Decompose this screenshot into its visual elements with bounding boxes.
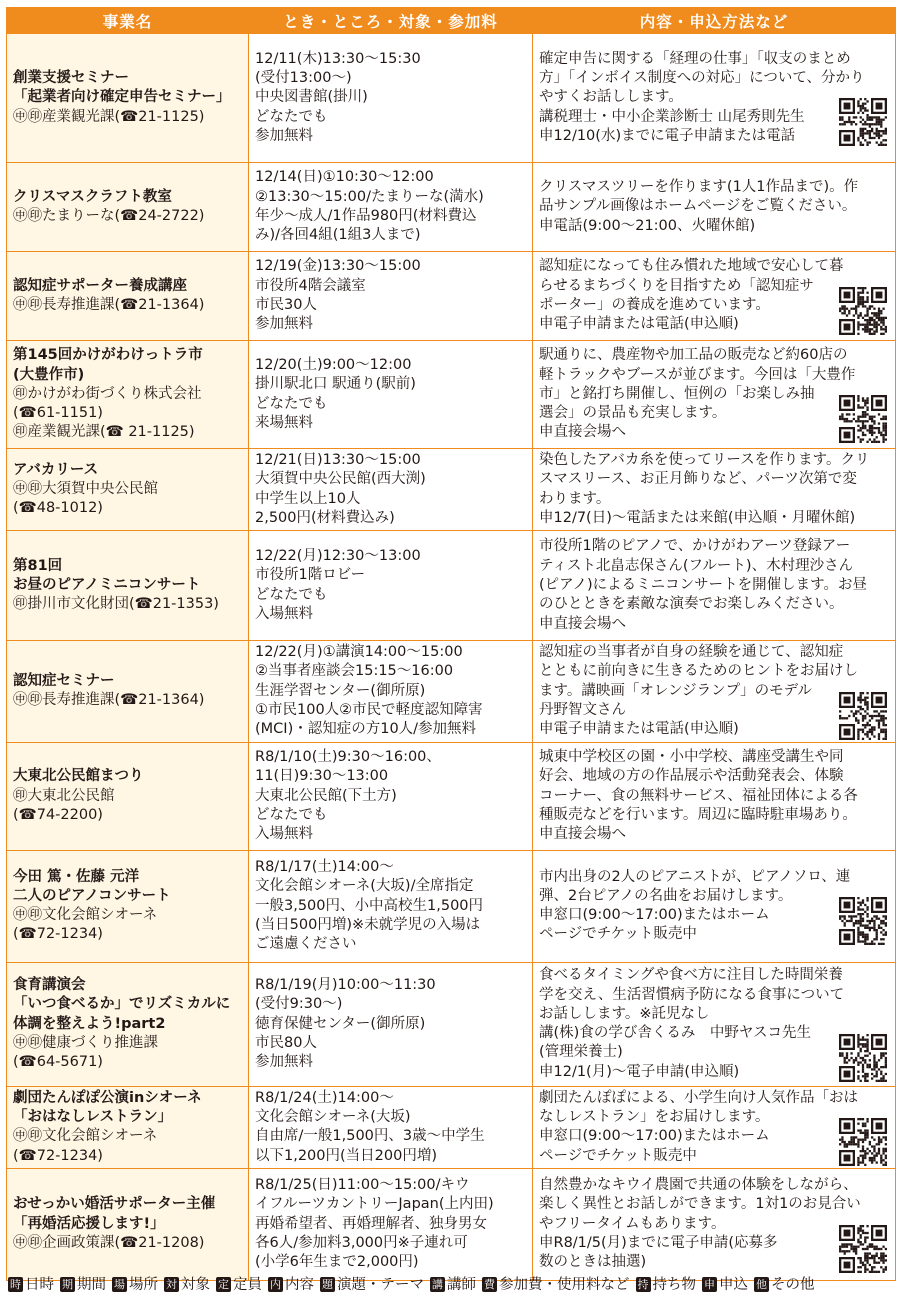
- legend-label: 期間: [77, 1277, 106, 1293]
- organizer-contact: ㊞産業観光課(☎ 21-1125): [13, 424, 195, 441]
- content-line: 認知症の当事者が自身の経験を通じて、認知症: [539, 644, 844, 661]
- when-where-cell: [249, 742, 533, 850]
- table-row: [7, 531, 896, 641]
- organizer-contact: (☎64-5671): [13, 1054, 103, 1071]
- legend-badge-icon: 申: [704, 1278, 715, 1291]
- organizer-contact: (☎72-1234): [13, 1147, 103, 1164]
- qr-code-icon[interactable]: [839, 1225, 887, 1273]
- legend-label: その他: [771, 1277, 815, 1293]
- content-line: 方」「インボイス制度への対応」について、分かり: [539, 70, 865, 87]
- when-where-line: 11(日)9:30～13:00: [255, 768, 389, 785]
- content-line: 申12/10(水)までに電子申請または電話: [539, 127, 796, 144]
- header-when-where: とき・ところ・対象・参加料: [249, 8, 533, 34]
- content-line: コーナー、食の無料サービス、福祉団体による各: [539, 787, 858, 804]
- legend-label: 持ち物: [652, 1277, 696, 1293]
- event-title: アバカリース: [13, 461, 99, 478]
- content-line: らせるまちづくりを目指すため「認知症サ: [539, 277, 814, 294]
- event-title: 認知症サポーター養成講座: [13, 277, 187, 294]
- organizer-contact: ㊞掛川市文化財団(☎21-1353): [13, 596, 219, 613]
- organizer-contact: ㊥㊞健康づくり推進課: [13, 1034, 158, 1051]
- content-line: 確定申告に関する「経理の仕事」「収支のまとめ: [539, 50, 851, 67]
- content-line: 城東中学校区の園・小中学校、講座受講生や同: [539, 748, 844, 765]
- qr-code-icon[interactable]: [839, 897, 887, 945]
- when-where-line: 文化会館シオーネ(大坂)/全席指定: [255, 878, 474, 895]
- content-line: わります。: [539, 490, 611, 507]
- when-where-line: 入場無料: [255, 605, 313, 622]
- event-title: 創業支援セミナー: [13, 70, 129, 87]
- legend: [8, 1273, 821, 1294]
- event-name-cell: [7, 163, 249, 252]
- when-where-cell: [249, 531, 533, 641]
- qr-code-icon[interactable]: [839, 395, 887, 443]
- legend-item: [702, 1277, 748, 1293]
- when-where-line: 12/22(月)12:30～13:00: [255, 548, 421, 565]
- when-where-line: 市役所4階会議室: [255, 277, 366, 294]
- organizer-contact: ㊥㊞文化会館シオーネ: [13, 907, 158, 924]
- when-where-line: R8/1/17(土)14:00～: [255, 858, 394, 875]
- legend-item: [216, 1277, 262, 1293]
- event-title: おせっかい婚活サポーター主催: [13, 1196, 216, 1213]
- content-cell: [533, 1086, 896, 1168]
- legend-label: 場所: [129, 1277, 158, 1293]
- legend-badge-icon: 持: [637, 1278, 649, 1291]
- content-line: 軽トラックやブースが並びます。今回は「大豊作: [539, 366, 856, 383]
- when-where-line: どなたでも: [255, 395, 328, 412]
- event-title: 認知症セミナー: [13, 673, 115, 690]
- content-line: ます。講映画「オレンジランプ」のモデル: [539, 682, 812, 699]
- when-where-line: イフルーツカントリーJapan(上内田): [255, 1196, 494, 1213]
- when-where-line: 来場無料: [255, 414, 313, 431]
- when-where-line: 参加無料: [255, 1054, 313, 1071]
- legend-label: 定員: [233, 1277, 262, 1293]
- when-where-line: 市民30人: [255, 297, 317, 313]
- event-name-cell: [7, 34, 249, 163]
- table-header-row: [7, 8, 896, 34]
- content-line: 市内出身の2人のピアニストが、ピアノソロ、連: [539, 868, 851, 885]
- when-where-line: 掛川駅北口 駅通り(駅前): [255, 376, 416, 393]
- content-cell: [533, 641, 896, 742]
- when-where-line: 大東北公民館(下土方): [255, 787, 397, 804]
- event-name-cell: [7, 341, 249, 449]
- content-line: 申直接会場へ: [539, 424, 626, 441]
- legend-badge-icon: 時: [10, 1278, 21, 1291]
- content-line: 丹野智文さん: [539, 702, 626, 719]
- legend-item: [430, 1277, 476, 1293]
- when-where-line: (当日500円増)※未就学児の入場は: [255, 916, 481, 933]
- event-name-cell: [7, 742, 249, 850]
- content-line: (ピアノ)によるミニコンサートを開催します。お昼: [539, 577, 867, 594]
- when-where-line: どなたでも: [255, 586, 328, 603]
- event-name-cell: [7, 1168, 249, 1280]
- when-where-line: 参加無料: [255, 316, 313, 333]
- event-name-cell: [7, 1086, 249, 1168]
- when-where-line: み)/各回4組(1組3人まで): [255, 227, 421, 244]
- when-where-line: 生涯学習センター(御所原): [255, 682, 426, 699]
- when-where-cell: [249, 962, 533, 1086]
- content-line: 市役所1階のピアノで、かけがわアーツ登録アー: [539, 538, 851, 555]
- table-row: [7, 252, 896, 341]
- event-title: 食育講演会: [13, 976, 86, 993]
- when-where-line: 12/11(木)13:30～15:30: [255, 50, 421, 67]
- content-line: 数のときは抽選): [539, 1254, 647, 1271]
- organizer-contact: ㊥㊞産業観光課(☎21-1125): [13, 108, 205, 125]
- content-cell: [533, 742, 896, 850]
- when-where-line: ②13:30～15:00/たまりーな(満水): [255, 188, 484, 205]
- event-title: 「起業者向け確定申告セミナー」: [13, 89, 231, 106]
- legend-item: [754, 1277, 815, 1293]
- event-title: 劇団たんぽぽ公演inシオーネ: [13, 1089, 202, 1106]
- legend-label: 申込: [719, 1277, 748, 1293]
- event-title: クリスマスクラフト教室: [13, 188, 172, 205]
- content-line: ティスト北畠志保さん(フルート)、木村理沙さん: [539, 557, 854, 574]
- content-cell: [533, 252, 896, 341]
- organizer-contact: ㊞かけがわ街づくり株式会社: [13, 385, 202, 402]
- content-line: 駅通りに、農産物や加工品の販売など約60店の: [539, 347, 848, 364]
- content-line: 申窓口(9:00～17:00)またはホーム: [539, 907, 770, 924]
- content-cell: [533, 34, 896, 163]
- content-line: 市」と銘打ち開催し、恒例の「お楽しみ抽: [539, 385, 815, 402]
- when-where-line: 12/19(金)13:30～15:00: [255, 258, 421, 275]
- content-line: とともに前向きに生きるためのヒントをお届けし: [539, 663, 858, 680]
- table-row: [7, 163, 896, 252]
- when-where-line: 12/14(日)①10:30～12:00: [255, 169, 434, 186]
- content-cell: [533, 341, 896, 449]
- content-line: 染色したアバカ糸を使ってリースを作ります。クリ: [539, 452, 870, 468]
- table-row: [7, 341, 896, 449]
- table-row: [7, 641, 896, 742]
- when-where-line: 参加無料: [255, 127, 313, 144]
- when-where-line: R8/1/19(月)10:00～11:30: [255, 976, 436, 993]
- legend-label: 演題・テーマ: [337, 1277, 424, 1293]
- qr-code-icon[interactable]: [839, 692, 887, 740]
- content-line: 学を交え、生活習慣病予防になる食事について: [539, 986, 845, 1003]
- qr-code-icon[interactable]: [839, 287, 887, 335]
- when-where-line: 中学生以上10人: [255, 490, 361, 507]
- event-title: 第145回かけがわけっトラ市: [13, 347, 203, 364]
- when-where-line: ①市民100人②市民で軽度認知障害: [255, 702, 483, 719]
- content-cell: [533, 1168, 896, 1280]
- when-where-line: 市民80人: [255, 1034, 317, 1051]
- legend-label: 内容: [285, 1277, 314, 1293]
- when-where-line: 年少～成人/1作品980円(材料費込: [255, 208, 477, 224]
- content-line: ページでチケット販売中: [539, 1147, 697, 1164]
- legend-badge-icon: 費: [484, 1278, 495, 1291]
- content-line: スマスリース、お正月飾りなど、パーツ次第で変: [539, 471, 857, 488]
- when-where-line: R8/1/24(土)14:00～: [255, 1089, 394, 1106]
- when-where-line: 再婚希望者、再婚理解者、独身男女: [255, 1215, 487, 1232]
- legend-item: [8, 1277, 54, 1293]
- content-line: 品サンプル画像はホームページをご覧ください。: [539, 198, 857, 215]
- content-line: 講税理士・中小企業診断士 山尾秀則先生: [539, 108, 805, 125]
- event-title: 「おはなしレストラン」: [13, 1108, 173, 1125]
- organizer-contact: ㊥㊞大須賀中央公民館: [13, 480, 158, 497]
- content-cell: [533, 449, 896, 531]
- legend-badge-icon: 題: [322, 1278, 333, 1291]
- when-where-cell: [249, 341, 533, 449]
- content-line: ポーター」の養成を進めています。: [539, 297, 770, 313]
- table-row: [7, 742, 896, 850]
- content-line: 申R8/1/5(月)までに電子申請(応募多: [539, 1235, 778, 1251]
- table-row: [7, 1086, 896, 1168]
- when-where-line: 以下1,200円(当日200円増): [255, 1147, 437, 1164]
- event-title: 「いつ食べるか」でリズミカルに: [13, 996, 231, 1013]
- when-where-line: (MCI)・認知症の方10人/参加無料: [255, 721, 477, 738]
- qr-code-icon[interactable]: [839, 1034, 887, 1082]
- content-line: 申電子申請または電話(申込順): [539, 316, 739, 333]
- legend-label: 講師: [447, 1277, 476, 1293]
- content-line: 種販売などを行います。周辺に臨時駐車場あり。: [539, 806, 857, 823]
- content-line: 申電子申請または電話(申込順): [539, 721, 739, 738]
- when-where-cell: [249, 34, 533, 163]
- content-line: 講(株)食の学び舎くるみ 中野ヤスコ先生: [539, 1025, 812, 1042]
- when-where-line: どなたでも: [255, 806, 328, 823]
- content-line: 申窓口(9:00～17:00)またはホーム: [539, 1128, 770, 1145]
- header-event-name: 事業名: [7, 8, 249, 34]
- legend-item: [636, 1277, 697, 1293]
- when-where-line: 2,500円(材料費込み): [255, 509, 395, 526]
- content-line: 楽しく異性とお話しができます。1対1のお見合い: [539, 1196, 861, 1213]
- legend-badge-icon: 定: [218, 1278, 229, 1291]
- when-where-cell: [249, 641, 533, 742]
- when-where-line: 自由席/一般1,500円、3歳～中学生: [255, 1128, 485, 1145]
- event-name-cell: [7, 252, 249, 341]
- event-name-cell: [7, 531, 249, 641]
- table-row: [7, 1168, 896, 1280]
- legend-label: 対象: [181, 1277, 210, 1293]
- when-where-line: ②当事者座談会15:15～16:00: [255, 663, 454, 680]
- organizer-contact: ㊞大東北公民館: [13, 787, 115, 804]
- event-name-cell: [7, 962, 249, 1086]
- when-where-cell: [249, 252, 533, 341]
- organizer-contact: (☎74-2200): [13, 806, 103, 823]
- when-where-line: R8/1/25(日)11:00～15:00/キウ: [255, 1177, 470, 1194]
- content-line: 弾、2台ピアノの名曲をお届けします。: [539, 887, 793, 904]
- event-name-cell: [7, 449, 249, 531]
- event-title: 「再婚活応援します!」: [13, 1215, 165, 1232]
- legend-label: 参加費・使用料など: [499, 1277, 630, 1293]
- content-cell: [533, 850, 896, 962]
- content-line: お話しします。※託児なし: [539, 1005, 710, 1022]
- table-body: [7, 34, 896, 1281]
- organizer-contact: ㊥㊞文化会館シオーネ: [13, 1128, 158, 1145]
- when-where-line: 12/21(日)13:30～15:00: [255, 452, 421, 468]
- when-where-cell: [249, 850, 533, 962]
- legend-item: [164, 1277, 210, 1293]
- content-line: 劇団たんぽぽによる、小学生向け人気作品「おは: [539, 1089, 858, 1106]
- content-line: (管理栄養士): [539, 1044, 623, 1061]
- when-where-line: 12/22(月)①講演14:00～15:00: [255, 644, 463, 661]
- header-content: 内容・申込方法など: [533, 8, 896, 34]
- event-table: [6, 7, 896, 1281]
- content-line: ページでチケット販売中: [539, 926, 697, 943]
- when-where-cell: [249, 449, 533, 531]
- legend-item: [482, 1277, 630, 1293]
- qr-code-icon[interactable]: [839, 1118, 887, 1166]
- content-line: のひとときを素敵な演奏でお楽しみください。: [539, 596, 844, 613]
- legend-badge-icon: 内: [270, 1278, 281, 1291]
- content-line: 食べるタイミングや食べ方に注目した時間栄養: [539, 967, 843, 984]
- content-line: 好会、地域の方の作品展示や活動発表会、体験: [539, 768, 844, 785]
- when-where-line: 入場無料: [255, 826, 313, 843]
- event-title: 二人のピアノコンサート: [13, 887, 171, 904]
- content-line: やフリータイムもあります。: [539, 1215, 726, 1232]
- organizer-contact: ㊥㊞長寿推進課(☎21-1364): [13, 297, 205, 313]
- legend-badge-icon: 講: [432, 1278, 443, 1291]
- content-line: 申12/7(日)～電話または来館(申込順・月曜休館): [539, 509, 856, 526]
- organizer-contact: ㊥㊞長寿推進課(☎21-1364): [13, 692, 205, 709]
- table-row: [7, 449, 896, 531]
- legend-item: [320, 1277, 424, 1293]
- event-title: 第81回: [13, 557, 63, 574]
- when-where-line: 一般3,500円、小中高校生1,500円: [255, 897, 484, 914]
- legend-label: 日時: [25, 1277, 54, 1293]
- when-where-line: ご遠慮ください: [255, 936, 357, 953]
- when-where-line: 大須賀中央公民館(西大渕): [255, 471, 426, 488]
- when-where-line: 徳育保健センター(御所原): [255, 1015, 426, 1032]
- when-where-line: 文化会館シオーネ(大坂): [255, 1108, 411, 1125]
- organizer-contact: ㊥㊞企画政策課(☎21-1208): [13, 1235, 205, 1251]
- legend-badge-icon: 他: [756, 1278, 767, 1291]
- content-line: 申12/1(月)～電子申請(申込順): [539, 1063, 740, 1080]
- event-title: 大東北公民館まつり: [13, 768, 144, 785]
- content-cell: [533, 531, 896, 641]
- when-where-line: (受付13:00～): [255, 70, 352, 87]
- content-line: 申電話(9:00～21:00、火曜休館): [539, 217, 756, 234]
- when-where-line: 市役所1階ロビー: [255, 567, 366, 584]
- organizer-contact: (☎72-1234): [13, 926, 103, 943]
- legend-badge-icon: 対: [166, 1278, 177, 1291]
- when-where-cell: [249, 163, 533, 252]
- event-title: お昼のピアノミニコンサート: [13, 577, 201, 594]
- content-line: なしレストラン」をお届けします。: [539, 1108, 770, 1125]
- when-where-line: どなたでも: [255, 108, 328, 125]
- content-line: 認知症になっても住み慣れた地域で安心して暮: [539, 258, 844, 275]
- event-title: (大豊作市): [13, 366, 85, 383]
- when-where-line: 中央図書館(掛川): [255, 89, 368, 106]
- content-line: 申直接会場へ: [539, 615, 626, 632]
- when-where-line: (小学6年生まで2,000円): [255, 1254, 419, 1271]
- content-line: クリスマスツリーを作ります(1人1作品まで)。作: [539, 179, 859, 196]
- table-row: [7, 34, 896, 163]
- organizer-contact: (☎61-1151): [13, 405, 103, 422]
- legend-item: [268, 1277, 314, 1293]
- content-line: 自然豊かなキウイ農園で共通の体験をしながら、: [539, 1177, 858, 1194]
- event-name-cell: [7, 641, 249, 742]
- legend-item: [60, 1277, 106, 1293]
- content-cell: [533, 962, 896, 1086]
- when-where-line: (受付9:30～): [255, 996, 343, 1013]
- event-name-cell: [7, 850, 249, 962]
- legend-badge-icon: 期: [62, 1278, 73, 1291]
- event-title: 今田 篤・佐藤 元洋: [13, 868, 140, 885]
- content-cell: [533, 163, 896, 252]
- table-row: [7, 850, 896, 962]
- when-where-line: 12/20(土)9:00～12:00: [255, 356, 412, 373]
- legend-item: [112, 1277, 158, 1293]
- table-row: [7, 962, 896, 1086]
- content-line: 申直接会場へ: [539, 826, 626, 843]
- when-where-cell: [249, 1086, 533, 1168]
- when-where-line: R8/1/10(土)9:30～16:00、: [255, 748, 441, 765]
- when-where-cell: [249, 1168, 533, 1280]
- organizer-contact: (☎48-1012): [13, 500, 103, 517]
- when-where-line: 各6人/参加料3,000円※子連れ可: [255, 1235, 468, 1251]
- event-title: 体調を整えよう!part2: [13, 1015, 166, 1032]
- organizer-contact: ㊥㊞たまりーな(☎24-2722): [13, 208, 205, 224]
- qr-code-icon[interactable]: [839, 98, 887, 146]
- content-line: やすくお話しします。: [539, 89, 683, 106]
- content-line: 選会」の景品も充実します。: [539, 405, 727, 422]
- legend-badge-icon: 場: [114, 1278, 125, 1291]
